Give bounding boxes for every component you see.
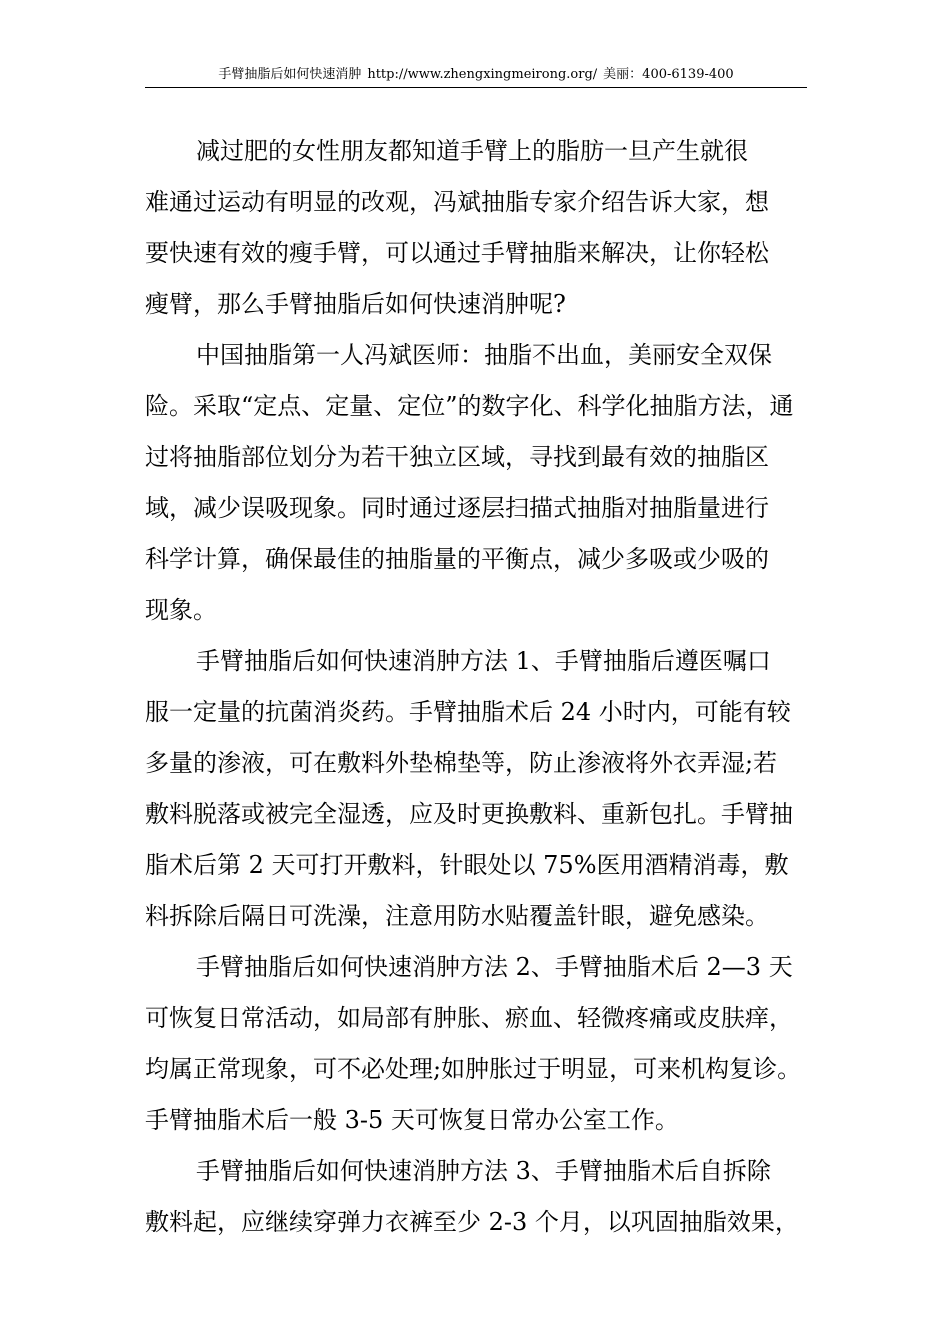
header-divider xyxy=(145,87,807,88)
text-line: 多量的渗液，可在敷料外垫棉垫等，防止渗液将外衣弄湿;若 xyxy=(145,749,778,777)
paragraph-method-1 xyxy=(145,636,807,942)
text-line: 难通过运动有明显的改观，冯斌抽脂专家介绍告诉大家，想 xyxy=(145,188,769,216)
article-body xyxy=(145,126,807,1248)
header-contact: 美丽：400-6139-400 xyxy=(603,67,734,82)
text-line: 现象。 xyxy=(145,596,217,624)
text-line: 瘦臂，那么手臂抽脂后如何快速消肿呢? xyxy=(145,290,566,318)
text-line: 险。采取“定点、定量、定位”的数字化、科学化抽脂方法，通 xyxy=(145,392,794,420)
text-line: 域，减少误吸现象。同时通过逐层扫描式抽脂对抽脂量进行 xyxy=(145,494,769,522)
text-line: 手臂抽脂术后一般 3-5 天可恢复日常办公室工作。 xyxy=(145,1106,679,1134)
text-line: 手臂抽脂后如何快速消肿方法 1、手臂抽脂后遵医嘱口 xyxy=(196,647,771,675)
paragraph-method-2 xyxy=(145,942,807,1146)
text-line: 过将抽脂部位划分为若干独立区域，寻找到最有效的抽脂区 xyxy=(145,443,769,471)
text-line: 手臂抽脂后如何快速消肿方法 2、手臂抽脂术后 2—3 天 xyxy=(196,953,793,981)
text-line: 均属正常现象，可不必处理;如肿胀过于明显，可来机构复诊。 xyxy=(145,1055,802,1083)
text-line: 手臂抽脂后如何快速消肿方法 3、手臂抽脂术后自拆除 xyxy=(196,1157,771,1185)
text-line: 减过肥的女性朋友都知道手臂上的脂肪一旦产生就很 xyxy=(196,137,748,165)
text-line: 要快速有效的瘦手臂，可以通过手臂抽脂来解决，让你轻松 xyxy=(145,239,769,267)
text-line: 敷料脱落或被完全湿透，应及时更换敷料、重新包扎。手臂抽 xyxy=(145,800,793,828)
text-line: 脂术后第 2 天可打开敷料，针眼处以 75%医用酒精消毒，敷 xyxy=(145,851,789,879)
text-line: 科学计算，确保最佳的抽脂量的平衡点，减少多吸或少吸的 xyxy=(145,545,769,573)
text-line: 中国抽脂第一人冯斌医师：抽脂不出血，美丽安全双保 xyxy=(196,341,772,369)
page-header xyxy=(145,66,807,84)
paragraph-doctor xyxy=(145,330,807,636)
header-title: 手臂抽脂后如何快速消肿 xyxy=(218,67,362,82)
text-line: 服一定量的抗菌消炎药。手臂抽脂术后 24 小时内，可能有较 xyxy=(145,698,791,726)
header-url: http://www.zhengxingmeirong.org/ xyxy=(367,67,598,82)
paragraph-method-3 xyxy=(145,1146,807,1248)
text-line: 料拆除后隔日可洗澡，注意用防水贴覆盖针眼，避免感染。 xyxy=(145,902,769,930)
paragraph-intro xyxy=(145,126,807,330)
text-line: 敷料起，应继续穿弹力衣裤至少 2-3 个月，以巩固抽脂效果， xyxy=(145,1208,799,1236)
text-line: 可恢复日常活动，如局部有肿胀、瘀血、轻微疼痛或皮肤痒， xyxy=(145,1004,793,1032)
